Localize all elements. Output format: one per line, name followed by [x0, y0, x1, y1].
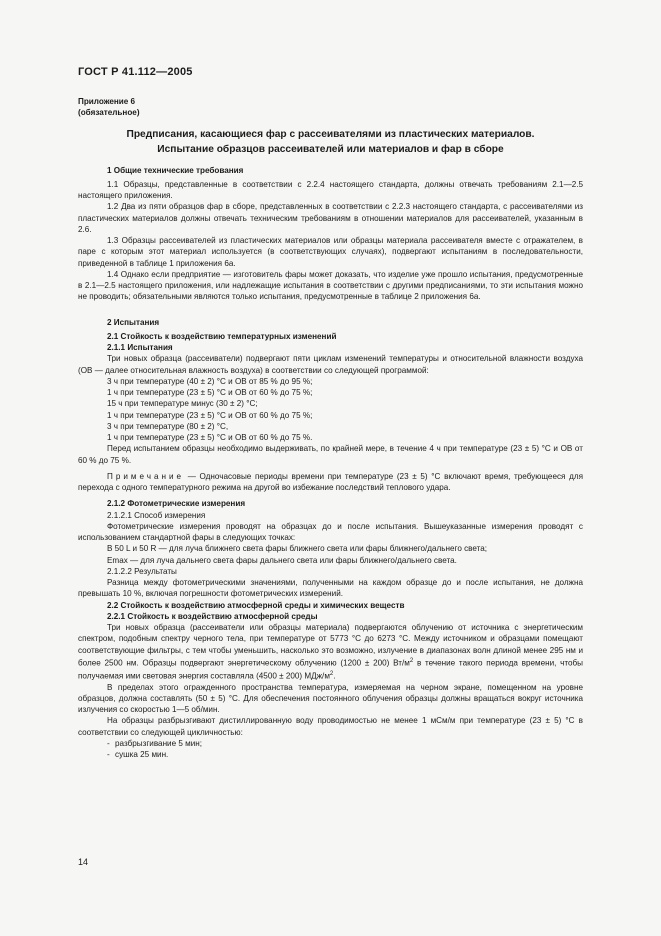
- page-content: [78, 96, 583, 760]
- note-label: Примечание: [107, 471, 185, 481]
- program-item: 1 ч при температуре (23 ± 5) °C и ОВ от 60 % до 75 %.: [107, 433, 313, 442]
- heading-2-1-2-2: 2.1.2.2 Результаты: [107, 566, 177, 576]
- list-item: [78, 738, 583, 749]
- paragraph-2-2-1-2: В пределах этого огражденного пространства температура, измеряемая на черном экране, помещенном на уровне образцов, должна составлять (50 ± 5) °C. Для обеспечения постоянного облучения образцы должны вращаться вокруг источника излучения со скоростью 1—5 об/мин.: [78, 682, 583, 715]
- paragraph-1-3: 1.3 Образцы рассеивателей из пластических материалов или образцы материала рассеивателя вместе с отражателем, в паре с которым этот материал используется (в соответствующих случаях), подвергают испытаниям в последовательности, приведенной в таблице 1 приложения 6а.: [78, 236, 583, 268]
- list-dash: -: [107, 750, 110, 760]
- paragraph-2-2-1-3: На образцы разбрызгивают дистиллированную воду проводимостью не менее 1 мСм/м при температуре (23 ± 5) °C в соответствии со следующей цикличностью:: [78, 716, 583, 737]
- superscript-2: 2: [409, 657, 414, 664]
- paragraph-2-2-1-part2: в течение такого периода времени, чтобы получаемая ими световая энергия составляла (4500 ± 200) МДж/м: [78, 658, 583, 681]
- annex-title: [78, 127, 583, 157]
- paragraph-2-2-1-part1: Три новых образца (рассеиватели или образцы материала) подвергаются облучению от источника с энергетическим спектром, подобным спектру черного тела, при температуре от 5773 °C до 6273 °C. Между источником и образцами помещают соответствующие фильтры, с тем чтобы уменьшить, насколько это возможно, излучение в диапазонах волн длиной менее 295 нм и более 2500 нм. Образцы подвергают энергетическому облучению (1200 ± 200) Вт/м: [78, 623, 583, 668]
- section2-heading: 2 Испытания: [107, 317, 160, 327]
- note-text: — Одночасовые периоды времени при температуре (23 ± 5) °C включают время, требующееся для перехода с одного температурного режима на другой во избежание последствий теплового удара.: [78, 471, 583, 492]
- program-item: 3 ч при температуре (80 ± 2) °C,: [107, 421, 229, 431]
- program-item: 1 ч при температуре (23 ± 5) °C и ОВ от 60 % до 75 %;: [107, 388, 313, 397]
- paragraph-2-1-2-2: Разница между фотометрическими значениями, полученными на каждом образце до и после испытания, не должна превышать 10 %, включая погрешности фотометрических измерений.: [78, 578, 583, 599]
- paragraph-before-test: Перед испытанием образцы необходимо выдерживать, по крайней мере, в течение 4 ч при температуре (23 ± 5) °C и ОВ от 60 % до 75 %.: [78, 444, 583, 465]
- list-item-text: разбрызгивание 5 мин;: [115, 738, 203, 748]
- program-item: 3 ч при температуре (40 ± 2) °C и ОВ от 85 % до 95 %;: [107, 376, 313, 386]
- paragraph-2-2-1-part3: .: [333, 671, 336, 681]
- point-b50: B 50 L и 50 R — для луча ближнего света фары ближнего света или фары ближнего/дальнего света;: [107, 544, 488, 554]
- annex-label: Приложение 6: [78, 97, 136, 106]
- heading-2-1-1: 2.1.1 Испытания: [107, 343, 173, 352]
- note: [78, 471, 583, 494]
- paragraph-2-2-1: [78, 622, 583, 682]
- list-item: [78, 749, 583, 760]
- point-emax: Emax — для луча дальнего света фары дальнего света или фары ближнего/дальнего света.: [107, 555, 457, 565]
- section1-heading: 1 Общие технические требования: [107, 165, 244, 175]
- annex-title-line2: Испытание образцов рассеивателей или материалов и фар в сборе: [157, 143, 504, 155]
- heading-2-1: 2.1 Стойкость к воздействию температурных изменений: [107, 331, 337, 341]
- page-number: 14: [78, 857, 89, 867]
- annex-status: (обязательное): [78, 108, 140, 118]
- heading-2-1-2-1: 2.1.2.1 Способ измерения: [107, 510, 206, 520]
- paragraph-1-4: 1.4 Однако если предприятие — изготовитель фары может доказать, что изделие уже прошло испытания, предусмотренные в 2.1—2.5 настоящего приложения, или надлежащие испытания в соответствии с другими предписаниями, то эти испытания можно не проводить; обязательными являются только испытания, предусмотренные в таблице 2 приложения 6а.: [78, 269, 583, 302]
- superscript-2: 2: [329, 670, 334, 677]
- heading-2-2: 2.2 Стойкость к воздействию атмосферной среды и химических веществ: [107, 600, 405, 610]
- list-dash: -: [107, 738, 110, 748]
- program-item: 15 ч при температуре минус (30 ± 2) °C;: [107, 399, 258, 409]
- paragraph-1-2: 1.2 Два из пяти образцов фар в сборе, представленных в соответствии с 2.2.3 настоящего стандарта, с рассеивателями из пластических материалов должны отвечать техническим требованиям в отношении материалов для рассеивателей, указанным в 2.6.: [78, 202, 583, 234]
- document-header: ГОСТ Р 41.112—2005: [78, 66, 193, 78]
- annex-title-line1: Предписания, касающиеся фар с рассеивателями из пластических материалов.: [126, 128, 535, 140]
- paragraph-2-1-1: Три новых образца (рассеиватели) подвергают пяти циклам изменений температуры и относительной влажности воздуха (ОВ — далее относительная влажность воздуха) в соответствии со следующей программой:: [78, 354, 583, 375]
- paragraph-2-1-2-1: Фотометрические измерения проводят на образцах до и после испытания. Вышеуказанные измерения проводят с использованием стандартной фары в следующих точках:: [78, 521, 583, 542]
- heading-2-2-1: 2.2.1 Стойкость к воздействию атмосферной среды: [107, 611, 318, 621]
- heading-2-1-2: 2.1.2 Фотометрические измерения: [107, 499, 246, 509]
- list-item-text: сушка 25 мин.: [115, 750, 169, 760]
- program-item: 1 ч при температуре (23 ± 5) °C и ОВ от 60 % до 75 %;: [107, 410, 313, 420]
- paragraph-1-1: 1.1 Образцы, представленные в соответствии с 2.2.4 настоящего стандарта, должны отвечать требованиям 2.1—2.5 настоящего приложения.: [78, 179, 583, 200]
